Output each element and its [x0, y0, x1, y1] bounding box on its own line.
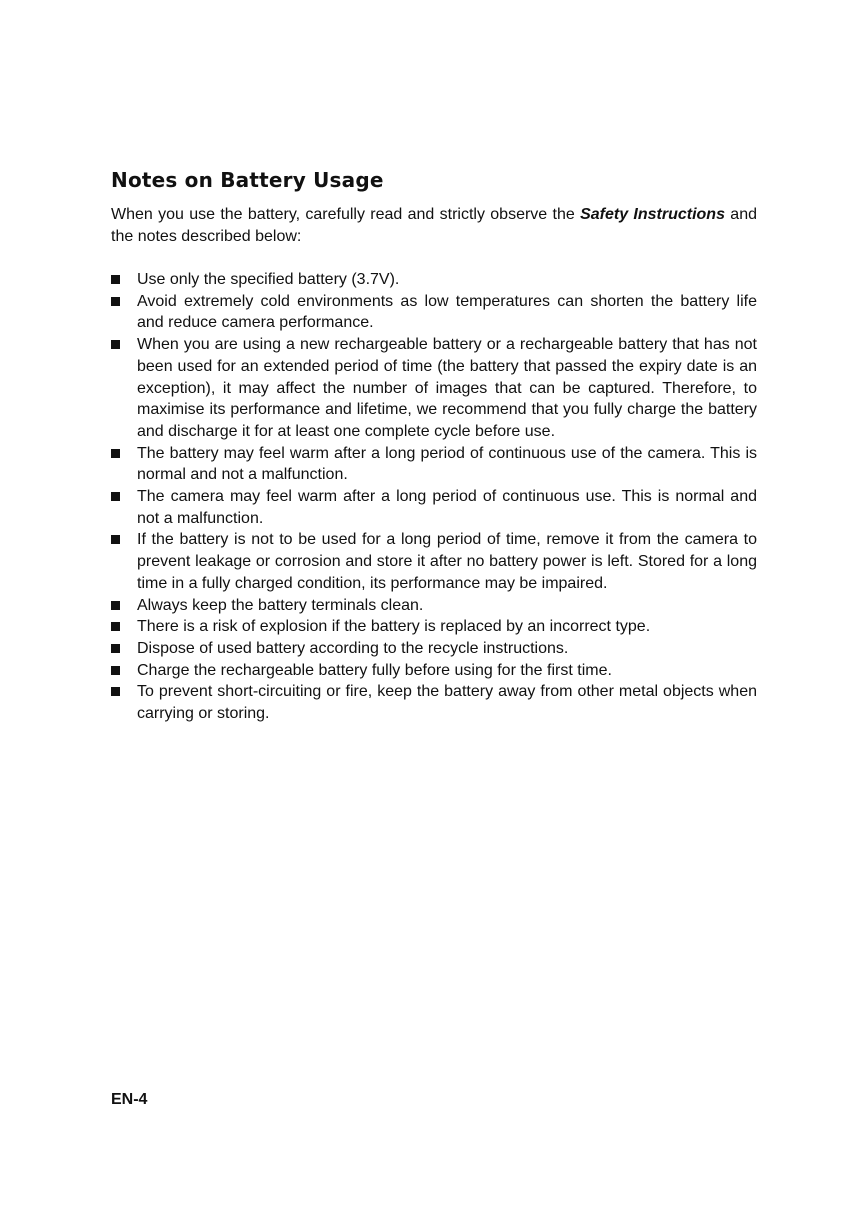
square-bullet-icon: [111, 297, 120, 306]
square-bullet-icon: [111, 687, 120, 696]
list-item: [111, 443, 757, 486]
list-item-text: Charge the rechargeable battery fully before using for the first time.: [137, 661, 612, 679]
list-item: [111, 616, 757, 638]
square-bullet-icon: [111, 535, 120, 544]
square-bullet-icon: [111, 340, 120, 349]
list-item: [111, 595, 757, 617]
list-item: [111, 681, 757, 724]
list-item-text: Always keep the battery terminals clean.: [137, 596, 424, 614]
list-item-text: The battery may feel warm after a long period of continuous use of the camera. This is normal and not a malfunction.: [137, 444, 757, 484]
list-item-text: Dispose of used battery according to the recycle instructions.: [137, 639, 569, 657]
list-item-text: If the battery is not to be used for a long period of time, remove it from the camera to prevent leakage or corrosion and store it after no battery power is left. Stored for a long time in a fully charged condition, its performance may be impaired.: [137, 531, 757, 592]
square-bullet-icon: [111, 449, 120, 458]
square-bullet-icon: [111, 601, 120, 610]
square-bullet-icon: [111, 666, 120, 675]
list-item: [111, 529, 757, 594]
square-bullet-icon: [111, 492, 120, 501]
page-number: EN-4: [111, 1091, 148, 1108]
square-bullet-icon: [111, 275, 120, 284]
list-item: [111, 638, 757, 660]
list-item-text: There is a risk of explosion if the battery is replaced by an incorrect type.: [137, 618, 651, 636]
section-heading: Notes on Battery Usage: [111, 168, 384, 192]
list-item: [111, 334, 757, 443]
page-content: [111, 166, 757, 725]
list-item-text: Avoid extremely cold environments as low temperatures can shorten the battery life and reduce camera performance.: [137, 292, 757, 332]
list-item: [111, 660, 757, 682]
list-item-text: Use only the specified battery (3.7V).: [137, 271, 400, 288]
square-bullet-icon: [111, 644, 120, 653]
list-item: [111, 486, 757, 529]
intro-paragraph: [111, 204, 757, 248]
battery-notes-list: [111, 269, 757, 725]
square-bullet-icon: [111, 622, 120, 631]
list-item-text: To prevent short-circuiting or fire, keep the battery away from other metal objects when carrying or storing.: [137, 683, 757, 723]
intro-emphasis: Safety Instructions: [580, 206, 725, 223]
list-item: [111, 291, 757, 334]
list-item-text: When you are using a new rechargeable battery or a rechargeable battery that has not been used for an extended period of time (the battery that passed the expiry date is an exception), it may affect the number of images that can be captured. Therefore, to maximise its performance and lifetime, we recommend that you fully charge the battery and discharge it for at least one complete cycle before use.: [137, 336, 757, 440]
list-item: [111, 269, 757, 291]
list-item-text: The camera may feel warm after a long period of continuous use. This is normal and not a malfunction.: [137, 488, 757, 527]
intro-text-after: and the notes described below:: [111, 206, 757, 245]
intro-text-before: When you use the battery, carefully read and strictly observe the: [111, 206, 581, 223]
